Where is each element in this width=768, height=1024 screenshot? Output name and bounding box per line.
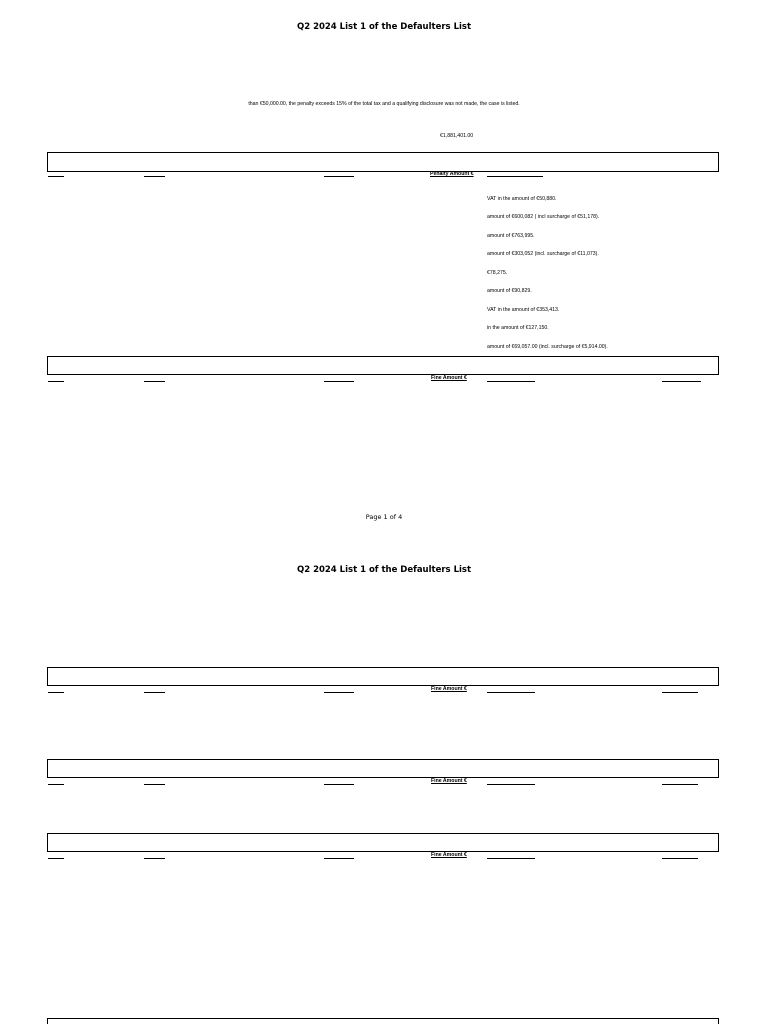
penalty-item: VAT in the amount of €353,413.: [487, 307, 560, 313]
column-underline: [48, 858, 64, 859]
column-underline: [662, 858, 698, 859]
column-underline: [324, 858, 354, 859]
fine-amount-header: Fine Amount €: [431, 852, 467, 858]
fine-amount-header: Fine Amount €: [431, 686, 467, 692]
column-underline: [48, 381, 64, 382]
column-underline: [324, 784, 354, 785]
column-underline: [144, 176, 165, 177]
section-header-box: [47, 667, 719, 686]
section-header-box: [47, 356, 719, 375]
intro-text: than €50,000.00, the penalty exceeds 15% of the total tax and a qualifying disclosure was not made, the case is listed.: [248, 101, 520, 107]
column-underline: [662, 784, 698, 785]
column-underline: [48, 692, 64, 693]
page-title: Q2 2024 List 1 of the Defaulters List: [296, 22, 472, 32]
page-number: Page 1 of 4: [365, 513, 403, 521]
section-header-box: [47, 759, 719, 778]
column-underline: [324, 692, 354, 693]
penalty-item: amount of €600,082 ( incl surcharge of €51,178).: [487, 214, 600, 220]
total-amount: €1,881,401.00: [440, 133, 474, 139]
column-underline: [144, 381, 165, 382]
section-header-box: [47, 1018, 719, 1024]
penalty-item: amount of €763,995.: [487, 233, 535, 239]
penalty-item: amount of €69,057.00 (incl. surcharge of €5,914.00).: [487, 344, 608, 350]
column-underline: [487, 784, 535, 785]
penalty-item: VAT in the amount of €50,880.: [487, 196, 557, 202]
column-underline: [48, 176, 64, 177]
column-underline: [144, 858, 165, 859]
column-underline: [144, 692, 165, 693]
column-underline: [48, 784, 64, 785]
column-underline: [324, 176, 354, 177]
penalty-item: amount of €90,829.: [487, 288, 532, 294]
fine-amount-header: Fine Amount €: [431, 778, 467, 784]
column-underline: [487, 858, 535, 859]
column-underline: [662, 692, 698, 693]
section-header-box: [47, 152, 719, 172]
column-underline: [487, 381, 535, 382]
column-underline: [324, 381, 354, 382]
page-title: Q2 2024 List 1 of the Defaulters List: [296, 565, 472, 575]
column-underline: [144, 784, 165, 785]
penalty-item: €78,275.: [487, 270, 508, 276]
column-underline: [662, 381, 701, 382]
penalty-item: amount of €303,052 (incl. surcharge of €11,073).: [487, 251, 599, 257]
penalty-amount-header: Penalty Amount €: [430, 171, 474, 177]
fine-amount-header: Fine Amount €: [431, 375, 467, 381]
column-underline: [487, 692, 535, 693]
section-header-box: [47, 833, 719, 852]
penalty-item: in the amount of €127,150.: [487, 325, 549, 331]
column-underline: [487, 176, 543, 177]
